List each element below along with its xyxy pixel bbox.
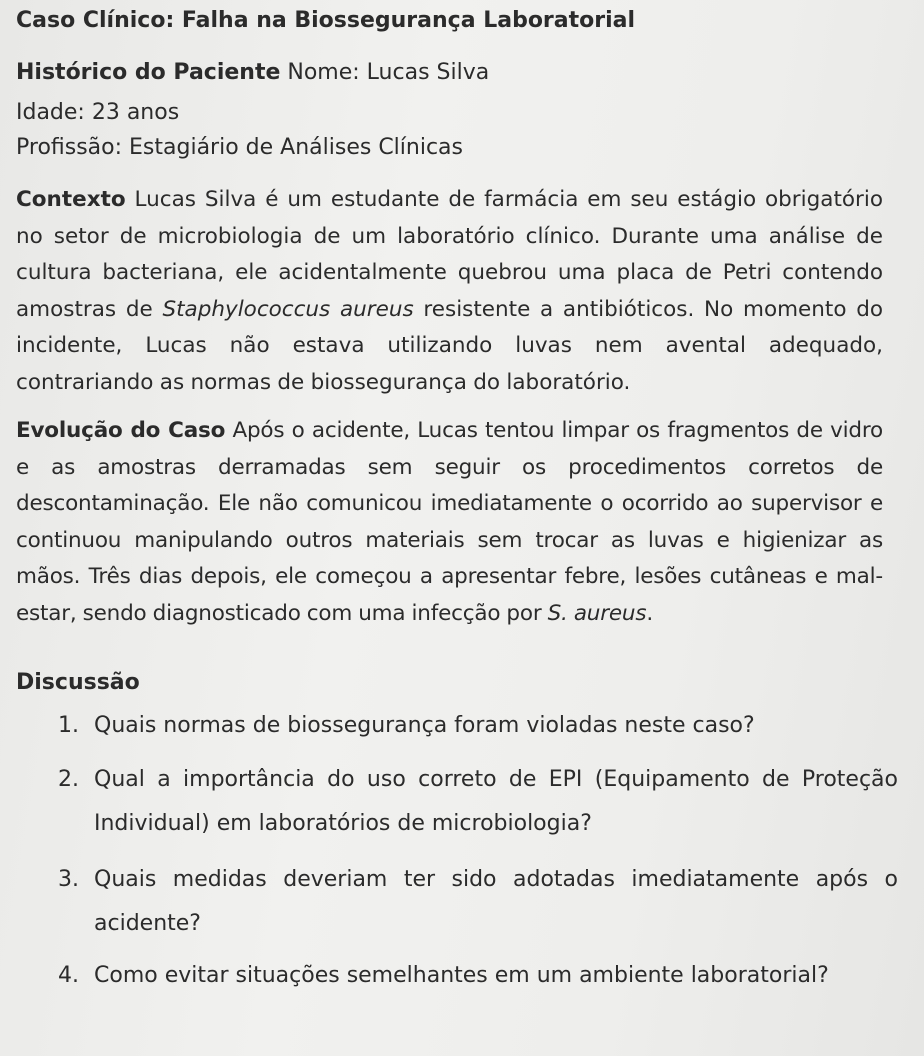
context-organism: Staphylococcus aureus [162,296,414,322]
document-title: Caso Clínico: Falha na Biossegurança Laboratorial [16,8,636,33]
context-text-1: Lucas Silva é um estudante de farmácia em seu estágio obrigatório no setor de microbiologia de um laboratório clínico. Durante uma análise de cultura bacteriana, ele acidentalmente quebrou uma placa de Petri contendo amostras de [16,187,883,322]
question-number: 3. [58,867,79,892]
patient-age: Idade: 23 anos [16,100,180,125]
question-item [58,858,898,946]
evolution-paragraph [16,413,883,633]
question-item [58,758,898,846]
context-text-2: resistente a antibióticos. No momento do incidente, Lucas não estava utilizando luvas nem avental adequado, contrariando as normas de biossegurança do laboratório. [16,296,883,395]
question-number: 2. [58,767,79,792]
question-text: Quais medidas deveriam ter sido adotadas imediatamente após o acidente? [94,867,898,936]
evolution-label: Evolução do Caso [16,418,226,443]
question-item [58,704,898,748]
discussion-heading: Discussão [16,670,140,695]
context-paragraph [16,182,883,402]
patient-name: Nome: Lucas Silva [287,60,490,85]
historico-label: Histórico do Paciente [16,60,281,85]
question-item [58,954,898,998]
evolution-organism: S. aureus [547,600,647,626]
patient-name-line [16,58,489,88]
evolution-text-2: . [646,600,653,626]
question-text: Qual a importância do uso correto de EPI (Equipamento de Proteção Individual) em laboratórios de microbiologia? [94,767,898,836]
question-number: 4. [58,963,79,988]
patient-profession: Profissão: Estagiário de Análises Clínicas [16,135,463,160]
evolution-text-1: Após o acidente, Lucas tentou limpar os fragmentos de vidro e as amostras derramadas sem seguir os procedimentos corretos de descontaminação. Ele não comunicou imediatamente o ocorrido ao supervisor e continuou manipulando outros materiais sem trocar as luvas e higienizar as mãos. Três dias depois, ele começou a apresentar febre, lesões cutâneas e mal-estar, sendo diagnosticado com uma infecção por [16,418,883,626]
context-label: Contexto [16,187,126,212]
question-number: 1. [58,713,79,738]
question-text: Quais normas de biossegurança foram violadas neste caso? [94,713,755,738]
question-text: Como evitar situações semelhantes em um ambiente laboratorial? [94,963,829,988]
